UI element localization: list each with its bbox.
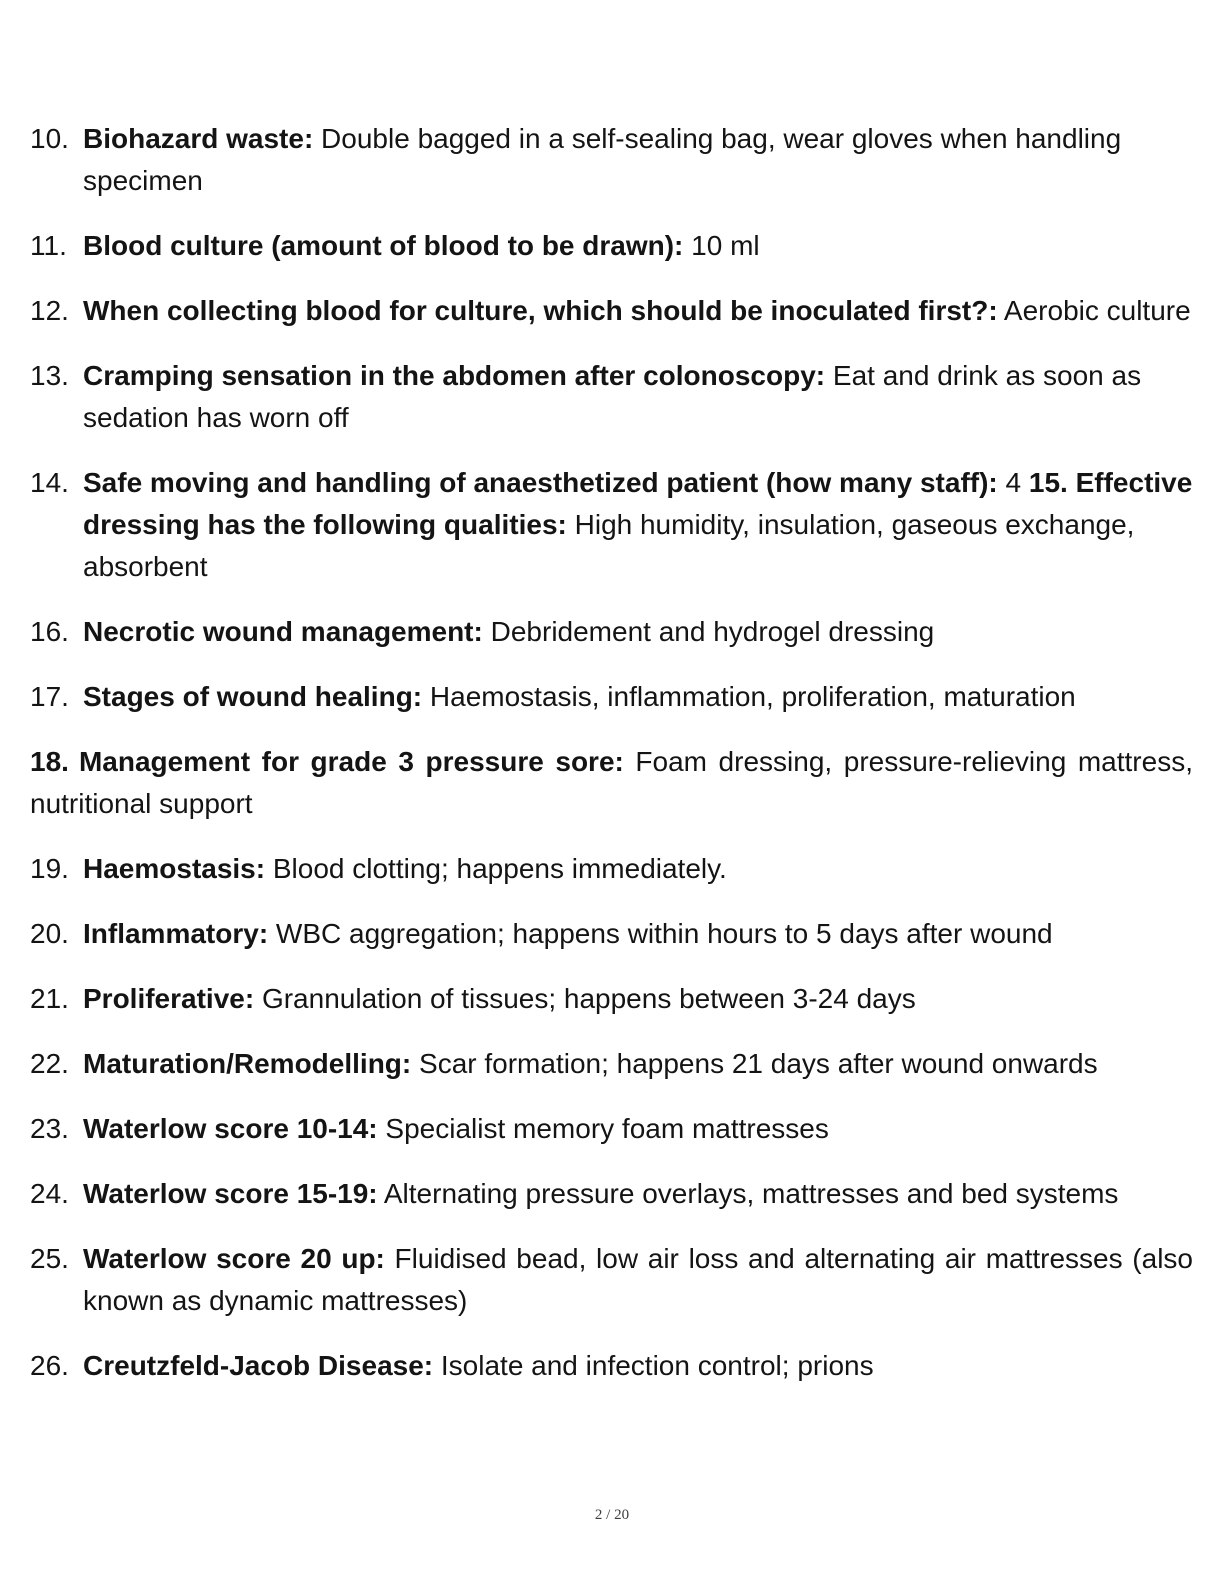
item-text: 4 <box>997 467 1029 498</box>
notes-list <box>30 118 1193 1410</box>
list-item <box>30 741 1193 825</box>
list-item <box>30 1345 1193 1387</box>
item-number: 13. <box>30 360 69 391</box>
item-number: 22. <box>30 1048 69 1079</box>
item-term: Proliferative: <box>83 983 255 1014</box>
item-term: Biohazard waste: <box>83 123 314 154</box>
item-term: Inflammatory: <box>83 918 269 949</box>
list-item <box>30 118 1193 202</box>
item-number: 19. <box>30 853 69 884</box>
item-number: 25. <box>30 1243 69 1274</box>
item-number: 21. <box>30 983 69 1014</box>
item-term: Stages of wound healing: <box>83 681 423 712</box>
item-term: Waterlow score 10-14: <box>83 1113 378 1144</box>
item-text: Eat and drink as soon as sedation has worn off <box>83 360 1142 433</box>
item-number: 26. <box>30 1350 69 1381</box>
item-term: Maturation/Remodelling: <box>83 1048 412 1079</box>
item-number: 14. <box>30 467 69 498</box>
item-term: Cramping sensation in the abdomen after colonoscopy: <box>83 360 826 391</box>
item-text: Debridement and hydrogel dressing <box>482 616 935 647</box>
item-text: Fluidised bead, low air loss and alternating air mattresses (also known as dynamic mattresses) <box>83 1243 1193 1316</box>
item-term: Necrotic wound management: <box>83 616 483 647</box>
item-text: Grannulation of tissues; happens between 3-24 days <box>254 983 916 1014</box>
list-item <box>30 225 1193 267</box>
item-text: WBC aggregation; happens within hours to 5 days after wound <box>268 918 1053 949</box>
item-term: Management for grade 3 pressure sore: <box>78 746 624 777</box>
page-footer <box>0 1507 1224 1524</box>
list-item <box>30 1238 1193 1322</box>
item-term: Blood culture (amount of blood to be drawn): <box>83 230 684 261</box>
item-text: Foam dressing, pressure-relieving mattress, nutritional support <box>30 746 1193 819</box>
item-text: Double bagged in a self-sealing bag, wear gloves when handling specimen <box>83 123 1122 196</box>
item-number: 10. <box>30 123 69 154</box>
list-item <box>30 848 1193 890</box>
item-number: 16. <box>30 616 69 647</box>
list-item <box>30 913 1193 955</box>
list-item <box>30 462 1193 588</box>
item-number: 24. <box>30 1178 69 1209</box>
list-item <box>30 1173 1193 1215</box>
item-text: High humidity, insulation, gaseous exchange, absorbent <box>83 509 1135 582</box>
page-number: 2 / 20 <box>594 1507 630 1523</box>
item-text: Scar formation; happens 21 days after wound onwards <box>411 1048 1098 1079</box>
item-term: Waterlow score 15-19: <box>83 1178 378 1209</box>
item-text: 10 ml <box>683 230 760 261</box>
item-term: Waterlow score 20 up: <box>83 1243 385 1274</box>
item-number: 12. <box>30 295 69 326</box>
list-item <box>30 978 1193 1020</box>
item-text: Isolate and infection control; prions <box>433 1350 874 1381</box>
item-number: 18. <box>30 746 69 777</box>
item-text: Aerobic culture <box>997 295 1191 326</box>
list-item <box>30 1043 1193 1085</box>
list-item <box>30 290 1193 332</box>
item-number: 17. <box>30 681 69 712</box>
item-term: Creutzfeld-Jacob Disease: <box>83 1350 434 1381</box>
item-number: 11. <box>30 230 67 261</box>
item-text: Blood clotting; happens immediately. <box>265 853 727 884</box>
item-number: 23. <box>30 1113 69 1144</box>
item-term: Haemostasis: <box>83 853 266 884</box>
list-item <box>30 611 1193 653</box>
item-text: Specialist memory foam mattresses <box>377 1113 829 1144</box>
item-text: Haemostasis, inflammation, proliferation, maturation <box>422 681 1076 712</box>
item-term: 15. Effective dressing has the following qualities: <box>83 467 1193 540</box>
list-item <box>30 355 1193 439</box>
item-text: Alternating pressure overlays, mattresses and bed systems <box>377 1178 1119 1209</box>
list-item <box>30 1108 1193 1150</box>
item-term: Safe moving and handling of anaesthetized patient (how many staff): <box>83 467 998 498</box>
item-number: 20. <box>30 918 69 949</box>
item-term: When collecting blood for culture, which should be inoculated first?: <box>83 295 998 326</box>
list-item <box>30 676 1193 718</box>
